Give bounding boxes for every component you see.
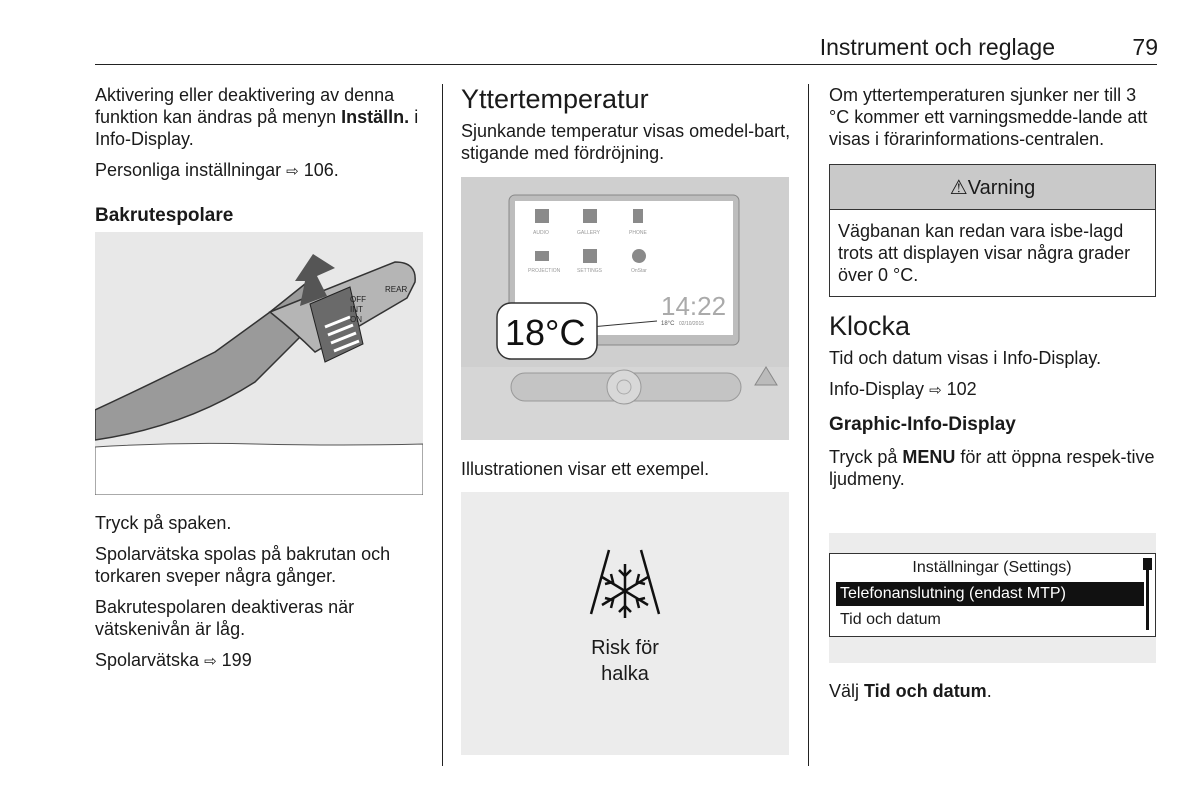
display-time: 14:22: [661, 291, 727, 321]
reference-page: 106.: [303, 160, 339, 180]
svg-text:REAR: REAR: [385, 285, 408, 294]
app-label: OnStar: [631, 268, 647, 274]
display-small-temp: 18°C: [661, 321, 675, 327]
paragraph-text: .: [986, 681, 992, 701]
paragraph-fluid-reference: [95, 649, 425, 673]
final-instruction-block: [829, 680, 1156, 711]
settings-menu-illustration: [829, 533, 1156, 663]
snowflake-icon: [461, 492, 789, 632]
settings-menu-screen: [829, 553, 1156, 637]
warning-triangle-icon: ⚠: [949, 177, 968, 199]
menu-title: Inställningar (Settings): [912, 559, 1072, 576]
header-rule: [95, 64, 1157, 65]
column-divider: [808, 84, 809, 766]
column-divider: [442, 84, 443, 766]
menu-item-term: Tid och datum: [864, 681, 987, 701]
warning-box: [829, 164, 1156, 297]
wiper-lever-illustration: [95, 232, 423, 495]
menu-scroll-thumb: [1143, 558, 1152, 570]
app-label: GALLERY: [577, 230, 600, 236]
section-heading: Bakrutespolare: [95, 205, 234, 226]
section-heading: Graphic-Info-Display: [829, 414, 1016, 435]
paragraph-text: Aktivering eller deaktivering av denna funktion kan ändras på menyn: [95, 85, 395, 127]
app-label: PHONE: [629, 230, 647, 236]
page-header-title: Instrument och reglage: [819, 34, 1055, 60]
menu-term: Inställn.: [341, 107, 410, 127]
menu-item-selected: Telefonanslutning (endast MTP): [836, 582, 1144, 606]
page-number: 79: [1132, 34, 1158, 60]
paragraph-text: Tryck på: [829, 447, 903, 467]
ref-arrow-icon: ⇨: [929, 382, 942, 399]
column-left: [95, 84, 425, 237]
column-middle: [461, 84, 791, 173]
menu-item: Tid och datum: [840, 611, 941, 628]
paragraph-temperature: Sjunkande temperatur visas omedel-bart, stigande med fördröjning.: [461, 121, 791, 163]
section-heading: Klocka: [829, 311, 911, 341]
app-label: AUDIO: [533, 230, 549, 236]
instruction-deactivate: Bakrutespolaren deaktiveras när vätskenivån är låg.: [95, 597, 355, 639]
reference-page: 199: [221, 650, 252, 670]
ref-arrow-icon: ⇨: [286, 163, 299, 180]
callout-temperature: 18°C: [505, 312, 586, 353]
reference-page: 102: [946, 379, 977, 399]
section-heading: Yttertemperatur: [461, 84, 649, 114]
paragraph-activation: [95, 84, 425, 150]
paragraph-tail: i Info-Display.: [95, 107, 419, 149]
paragraph-clock: Tid och datum visas i Info-Display.: [829, 348, 1102, 368]
warning-text: Vägbanan kan redan vara isbe-lagd trots att displayen visar några grader över 0 °C.: [838, 221, 1131, 285]
paragraph-text: för att öppna respek-tive ljudmeny.: [829, 447, 1155, 489]
ice-warning-illustration: [461, 492, 789, 755]
svg-text:OFF: OFF: [350, 295, 366, 304]
paragraph-clock-reference: [829, 378, 1156, 402]
info-display-illustration: [461, 177, 789, 440]
paragraph-threshold: Om yttertemperaturen sjunker ner till 3 °C kommer ett varningsmedde-lande att visas i förarinformations-centralen.: [829, 85, 1148, 149]
ice-warning-line1: Risk för: [591, 637, 659, 659]
app-label: SETTINGS: [577, 268, 603, 274]
column-right: [829, 84, 1156, 499]
warning-header: [830, 165, 1155, 210]
svg-text:INT: INT: [350, 305, 363, 314]
paragraph-text: Välj: [829, 681, 865, 701]
instruction-press: Tryck på spaken.: [95, 513, 232, 533]
instruction-spray: Spolarvätska spolas på bakrutan och torkaren sveper några gånger.: [95, 544, 391, 586]
app-label: PROJECTION: [528, 268, 561, 274]
column-left-lower: [95, 512, 425, 682]
svg-text:ON: ON: [350, 315, 362, 324]
paragraph-reference: [95, 159, 425, 183]
ref-arrow-icon: ⇨: [204, 653, 217, 670]
ice-warning-text: [461, 635, 789, 687]
paragraph-select: [829, 680, 1156, 702]
display-date: 02/10/2015: [679, 321, 705, 327]
figure-caption-block: [461, 458, 791, 489]
figure-caption: Illustrationen visar ett exempel.: [461, 459, 710, 479]
reference-text: Spolarvätska: [95, 650, 200, 670]
ice-warning-line2: halka: [601, 663, 649, 685]
menu-button-term: MENU: [902, 447, 956, 467]
paragraph-menu: [829, 446, 1156, 490]
warning-title: Varning: [967, 177, 1036, 199]
reference-text: Info-Display: [829, 379, 925, 399]
reference-text: Personliga inställningar: [95, 160, 282, 180]
